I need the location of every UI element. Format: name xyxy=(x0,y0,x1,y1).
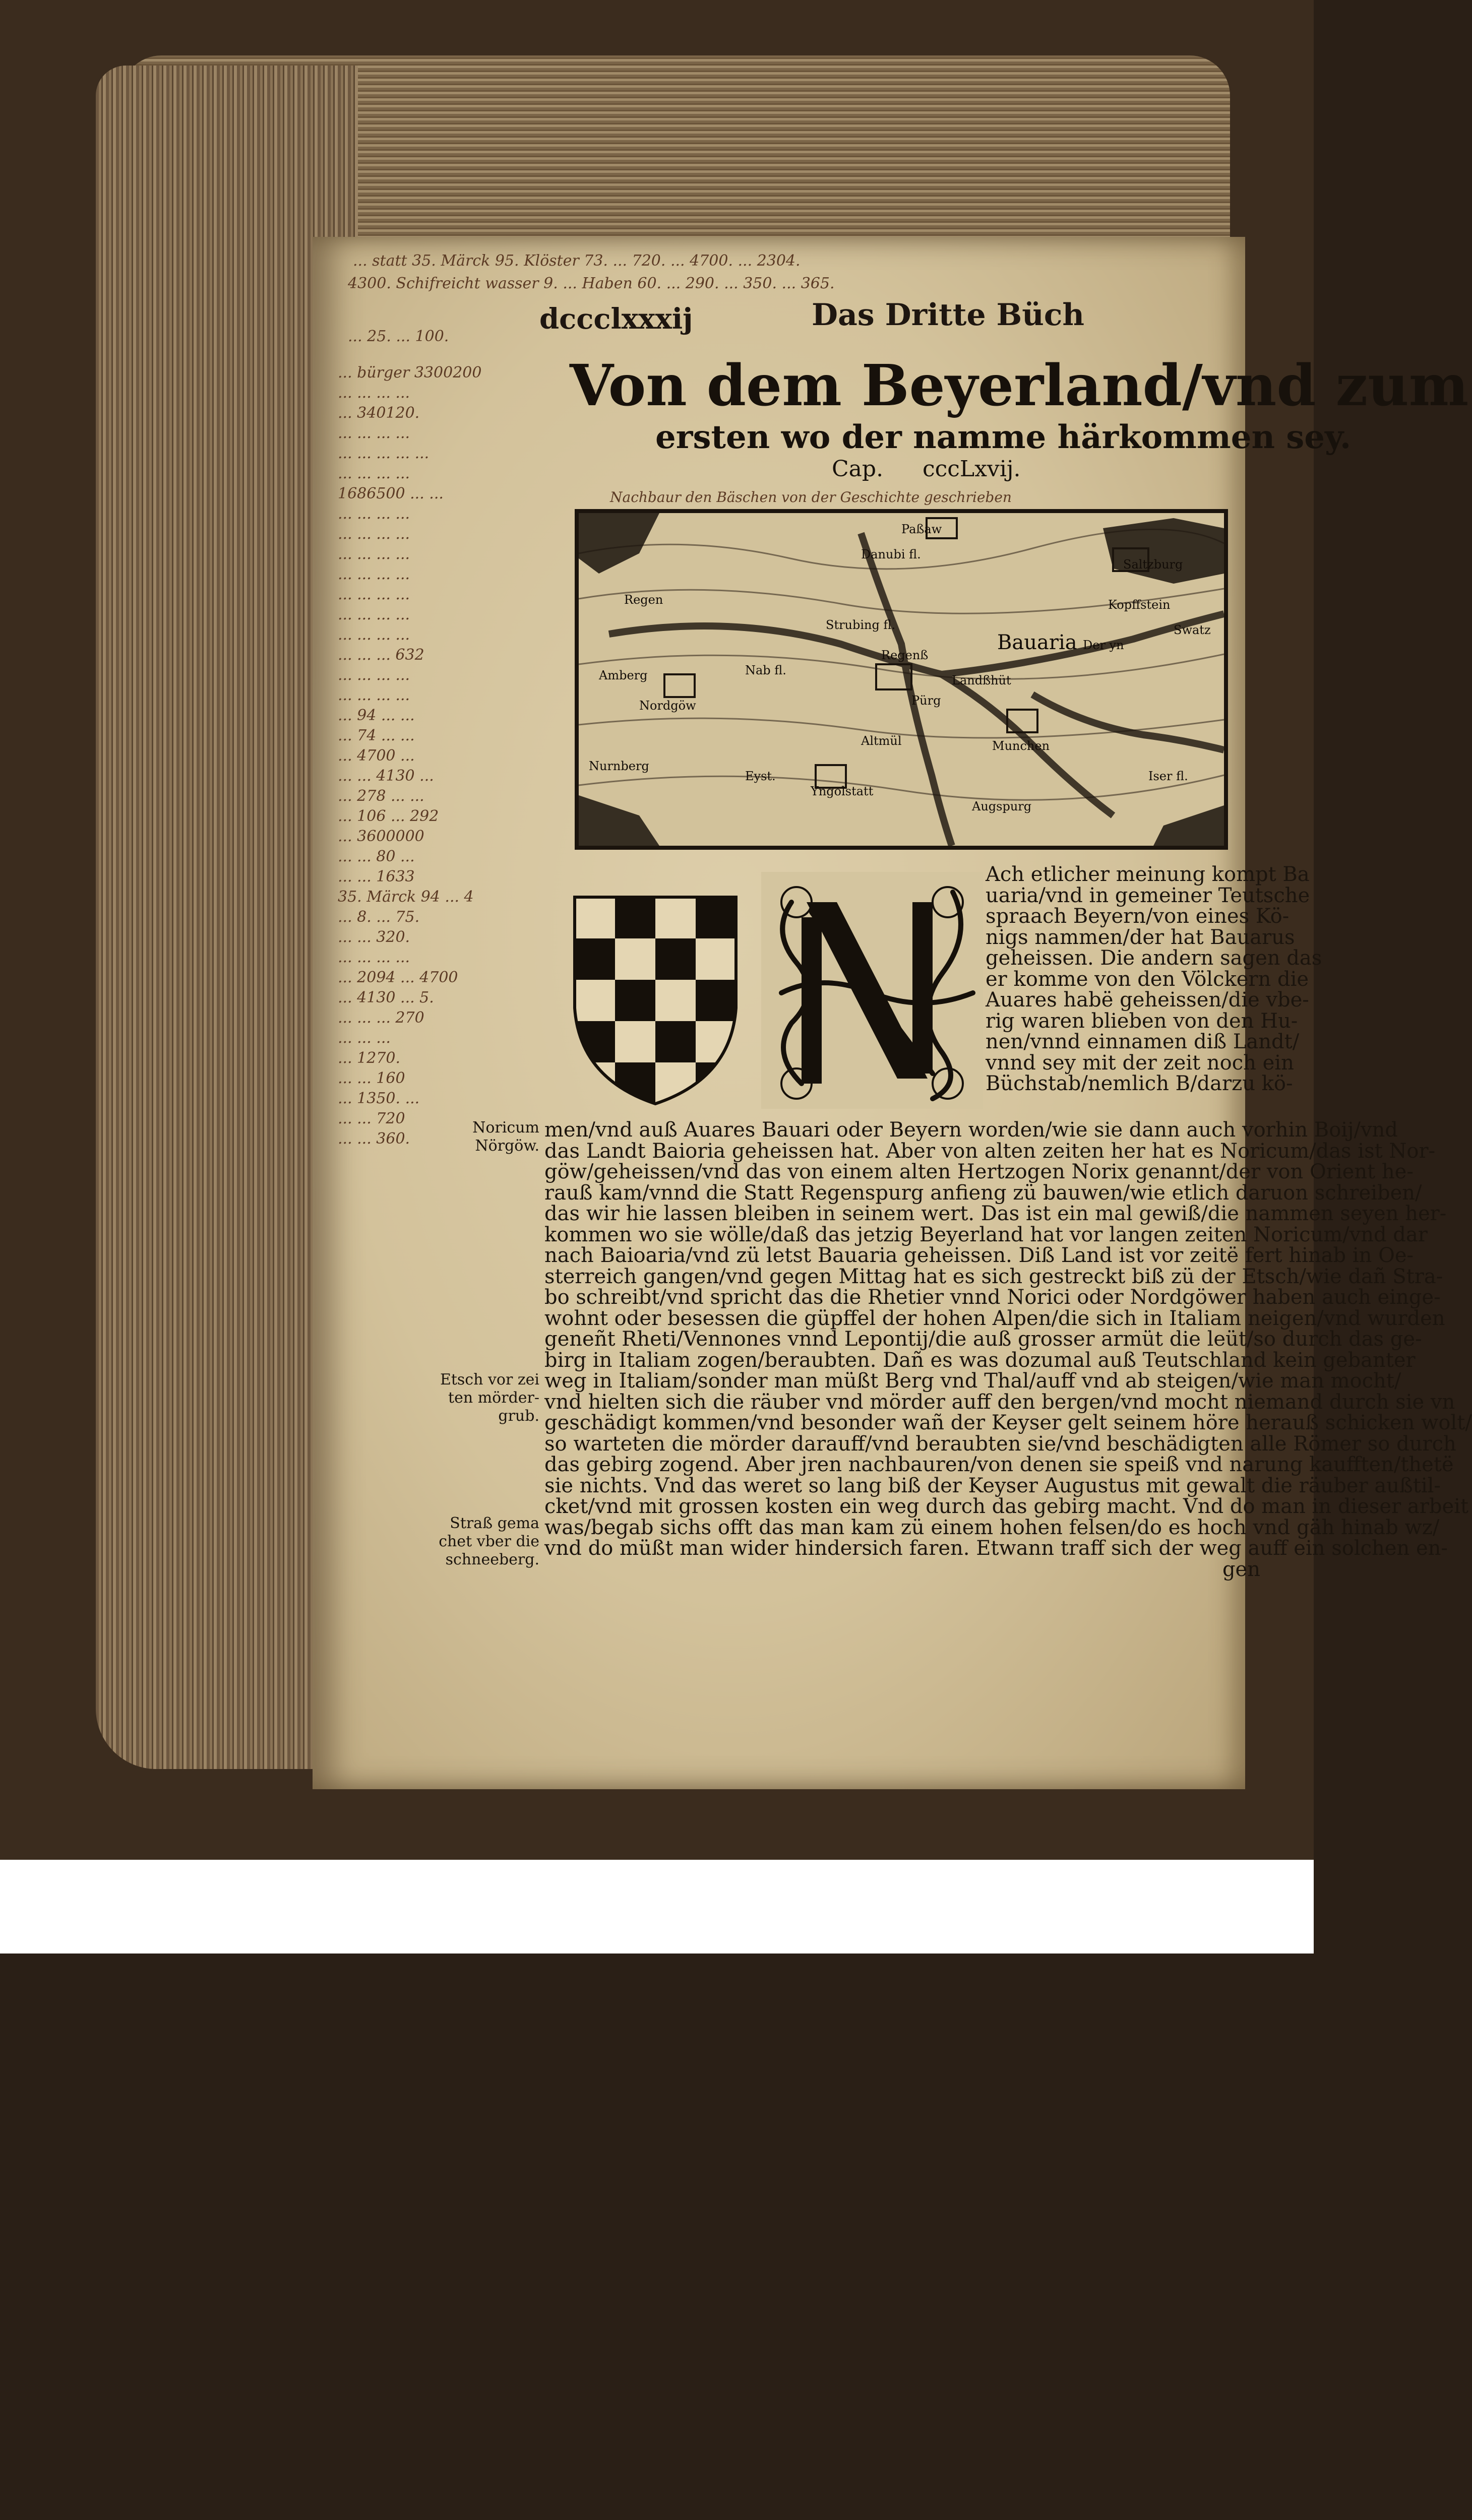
handwritten-note-line: ... ... ... ... xyxy=(338,545,410,563)
handwritten-note-line: ... 8. ... 75. xyxy=(338,908,420,926)
chapter-label: Cap. xyxy=(832,456,884,482)
gloss-line: grub. xyxy=(498,1407,539,1425)
text-line: das wir hie lassen bleiben in seinem wert. Das ist ein mal gewiß/die nammen seyen her- xyxy=(544,1202,1447,1225)
text-line: nen/vnnd einnamen diß Landt/ xyxy=(986,1030,1300,1053)
text-line: sie nichts. Vnd das weret so lang biß der Keyser Augustus mit gewalt die räuber außtil- xyxy=(544,1474,1441,1497)
map-label-danubius: Danubi fl. xyxy=(861,547,921,561)
handwritten-note-line: ... ... 80 ... xyxy=(338,848,415,865)
text-line: bo schreibt/vnd spricht das die Rhetier vnnd Norici oder Nordgöwer haben auch einge- xyxy=(544,1286,1441,1309)
handwritten-note-line: ... ... ... ... xyxy=(338,505,410,523)
handwritten-note-line: ... ... 320. xyxy=(338,928,410,946)
handwritten-note-line: ... 340120. xyxy=(338,404,420,422)
map-label-saltzburg: Saltzburg xyxy=(1123,557,1183,572)
text-line: gen xyxy=(1222,1557,1260,1581)
chapter-title-line-1: Von dem Beyerland/vnd zum xyxy=(570,353,1469,419)
text-line: spraach Beyern/von eines Kö- xyxy=(986,905,1290,928)
gloss-line: Straß gema xyxy=(450,1515,539,1532)
text-line: nach Baioaria/vnd zü letst Bauaria geheissen. Diß Land ist vor zeitë fert hinab in Oe- xyxy=(544,1244,1414,1267)
gloss-line: Nörgöw. xyxy=(475,1137,539,1155)
text-line: cket/vnd mit grossen kosten ein weg durch das gebirg macht. Vnd do man in dieser arbeit xyxy=(544,1495,1469,1518)
map-label-nab: Nab fl. xyxy=(745,663,786,677)
text-line: er komme von den Völckern die xyxy=(986,967,1309,991)
margin-gloss-noricum xyxy=(449,1119,539,1155)
handwritten-margin-notes xyxy=(338,363,575,1149)
handwritten-note-line: ... ... 720 xyxy=(338,1110,405,1127)
handwritten-note-line: ... ... ... ... xyxy=(338,586,410,603)
margin-gloss-etsch xyxy=(439,1371,539,1425)
text-line: birg in Italiam zogen/beraubten. Dañ es was dozumal auß Teutschland kein gebanter xyxy=(544,1348,1416,1372)
decorated-initial-n xyxy=(761,872,983,1109)
running-head: Das Dritte Büch xyxy=(812,297,1084,333)
gloss-line: Noricum xyxy=(472,1119,539,1137)
map-label-nordgow: Nordgöw xyxy=(639,699,696,713)
text-line: was/begab sichs offt das man kam zü einem hohen felsen/do es hoch vnd gäh hinab wz/ xyxy=(544,1516,1440,1539)
handwritten-note-line: 35. Märck 94 ... 4 xyxy=(338,888,474,906)
text-line: Ach etlicher meinung kompt Ba xyxy=(986,863,1310,886)
gloss-line: Etsch vor zei xyxy=(440,1371,539,1389)
text-line: wohnt oder besessen die güpffel der hohen Alpen/die sich in Italiam neigen/vnd wurden xyxy=(544,1306,1445,1330)
handwritten-note-line: ... ... ... ... xyxy=(338,565,410,583)
text-line: vnd do müßt man wider hindersich faren. Etwann traff sich der weg auff ein solchen en- xyxy=(544,1537,1448,1560)
map-label-passaw: Paßaw xyxy=(901,522,942,536)
handwritten-note-line: ... 3600000 xyxy=(338,828,424,845)
gloss-line: schneeberg. xyxy=(445,1551,539,1568)
handwritten-note-line: ... 1270. xyxy=(338,1049,401,1067)
text-line: geschädigt kommen/vnd besonder wañ der Keyser gelt seinem höre herauß schicken wolt/ xyxy=(544,1411,1472,1434)
right-column-text xyxy=(986,863,1322,1095)
text-line: vnd hielten sich die räuber vnd mörder auff den bergen/vnd mocht niemand durch sie vn xyxy=(544,1390,1455,1414)
handwritten-note-line: ... bürger 3300200 xyxy=(338,364,482,382)
viewer-footer xyxy=(0,1860,1314,1954)
text-line: geneñt Rheti/Vennones vnnd Lepontij/die auß grosser armüt die leüt/so durch das ge- xyxy=(544,1328,1422,1351)
handwritten-annotation-top-2: 4300. Schifreicht wasser 9. ... Haben 60. ... 290. ... 350. ... 365. xyxy=(348,275,835,292)
map-label-augspurg: Augspurg xyxy=(972,799,1032,813)
text-line: rauß kam/vnnd die Statt Regenspurg anfieng zü bauwen/wie etlich daruon schreiben/ xyxy=(544,1181,1422,1205)
handwritten-note-line: ... 4700 ... xyxy=(338,747,415,765)
handwritten-note-line: ... ... ... ... xyxy=(338,384,410,402)
handwritten-note-line: ... ... ... ... xyxy=(338,606,410,623)
text-line: vnnd sey mit der zeit noch ein xyxy=(986,1051,1294,1075)
handwritten-note-line: ... ... ... ... xyxy=(338,465,410,482)
text-line: rig waren blieben von den Hu- xyxy=(986,1009,1298,1033)
woodcut-map-bavaria xyxy=(575,509,1228,850)
handwritten-note-line: ... ... ... 632 xyxy=(338,646,424,664)
handwritten-note-line: ... ... ... ... ... xyxy=(338,445,430,462)
map-label-regens: Regenß xyxy=(881,648,929,662)
text-line: Auares habë geheissen/die vbe- xyxy=(986,988,1309,1012)
handwritten-note-line: ... ... ... ... xyxy=(338,626,410,644)
margin-gloss-strass xyxy=(439,1515,539,1569)
handwritten-annotation-top-3: ... 25. ... 100. xyxy=(348,328,449,345)
handwritten-note-line: ... ... ... ... xyxy=(338,666,410,684)
map-drawing xyxy=(579,513,1224,846)
gloss-line: ten mörder- xyxy=(448,1389,539,1407)
map-label-swatz: Swatz xyxy=(1174,623,1211,637)
text-line: geheissen. Die andern sagen das xyxy=(986,947,1322,970)
handwritten-note-line: 1686500 ... ... xyxy=(338,485,444,502)
handwritten-note-line: ... 2094 ... 4700 xyxy=(338,969,458,986)
map-label-der-yn: Der yn xyxy=(1083,638,1124,652)
handwritten-note-line: ... ... ... ... xyxy=(338,949,410,966)
text-line: kommen wo sie wölle/daß das jetzig Beyerland hat vor langen zeiten Noricum/vnd dar xyxy=(544,1223,1428,1246)
text-line: Büchstab/nemlich B/darzu kö- xyxy=(986,1072,1293,1095)
handwritten-note-line: ... ... ... xyxy=(338,1029,391,1047)
text-line: göw/geheissen/vnd das von einem alten Hertzogen Norix genannt/der von Orient he- xyxy=(544,1160,1414,1183)
chapter-title-line-2: ersten wo der namme härkommen sey. xyxy=(655,418,1352,456)
map-label-eyst: Eyst. xyxy=(745,769,776,783)
text-line: das gebirg zogend. Aber jren nachbauren/von denen sie speiß vnd narung kaufften/thetë xyxy=(544,1453,1454,1476)
handwritten-map-annotation: Nachbaur den Bäschen von der Geschichte geschrieben xyxy=(610,489,1012,506)
map-label-bauaria: Bauaria xyxy=(997,631,1077,654)
chapter-number: cccLxvij. xyxy=(923,456,1021,482)
map-label-strubing: Strubing fl. xyxy=(826,618,896,632)
handwritten-note-line: ... ... 360. xyxy=(338,1130,410,1148)
initial-letter-icon xyxy=(761,872,983,1109)
shield-icon xyxy=(565,887,746,1109)
map-label-landshut: Landßhüt xyxy=(952,673,1011,687)
map-label-kopfstein: Kopffstein xyxy=(1108,598,1171,612)
text-line: so warteten die mörder darauff/vnd beraubten sie/vnd beschädigten alle Römer so durch xyxy=(544,1432,1456,1456)
handwritten-annotation-top-1: ... statt 35. Märck 95. Klöster 73. ... 720. ... 4700. ... 2304. xyxy=(353,252,801,270)
handwritten-note-line: ... ... 4130 ... xyxy=(338,767,434,785)
folio-number: dccclxxxij xyxy=(539,302,693,336)
map-label-yngolstatt: Yngolstatt xyxy=(811,784,874,798)
handwritten-note-line: ... 278 ... ... xyxy=(338,787,424,805)
gloss-line: chet vber die xyxy=(439,1533,539,1550)
map-label-amberg: Amberg xyxy=(599,668,648,682)
map-label-altmul: Altmül xyxy=(861,734,902,748)
handwritten-note-line: ... ... ... ... xyxy=(338,525,410,543)
handwritten-note-line: ... 1350. ... xyxy=(338,1090,420,1107)
handwritten-note-line: ... 106 ... 292 xyxy=(338,807,439,825)
handwritten-note-line: ... ... ... 270 xyxy=(338,1009,424,1027)
handwritten-note-line: ... ... ... ... xyxy=(338,424,410,442)
map-label-munchen: Munchen xyxy=(992,739,1050,753)
text-line: das Landt Baioria geheissen hat. Aber von alten zeiten her hat es Noricum/das ist Nor- xyxy=(544,1139,1436,1163)
map-label-nurnberg: Nurnberg xyxy=(589,759,649,773)
handwritten-note-line: ... 94 ... ... xyxy=(338,707,415,724)
handwritten-note-line: ... 4130 ... 5. xyxy=(338,989,434,1006)
text-line: sterreich gangen/vnd gegen Mittag hat es sich gestreckt biß zü der Etsch/wie dañ Stra- xyxy=(544,1265,1443,1288)
text-line: men/vnd auß Auares Bauari oder Beyern worden/wie sie dann auch vorhin Boij/vnd xyxy=(544,1118,1398,1142)
map-label-purg: Pürg xyxy=(911,694,941,708)
handwritten-note-line: ... ... ... ... xyxy=(338,686,410,704)
text-line: uaria/vnd in gemeiner Teutsche xyxy=(986,884,1310,907)
handwritten-note-line: ... ... 1633 xyxy=(338,868,415,886)
text-line: nigs nammen/der hat Bauarus xyxy=(986,925,1295,949)
map-label-regen: Regen xyxy=(624,593,663,607)
map-label-iser: Iser fl. xyxy=(1148,769,1188,783)
bavarian-coat-of-arms xyxy=(565,887,746,1109)
handwritten-note-line: ... ... 160 xyxy=(338,1069,405,1087)
text-line: weg in Italiam/sonder man müßt Berg vnd Thal/auff vnd ab steigen/wie man mocht/ xyxy=(544,1369,1401,1393)
main-body-text xyxy=(544,1118,1472,1581)
handwritten-note-line: ... 74 ... ... xyxy=(338,727,415,744)
